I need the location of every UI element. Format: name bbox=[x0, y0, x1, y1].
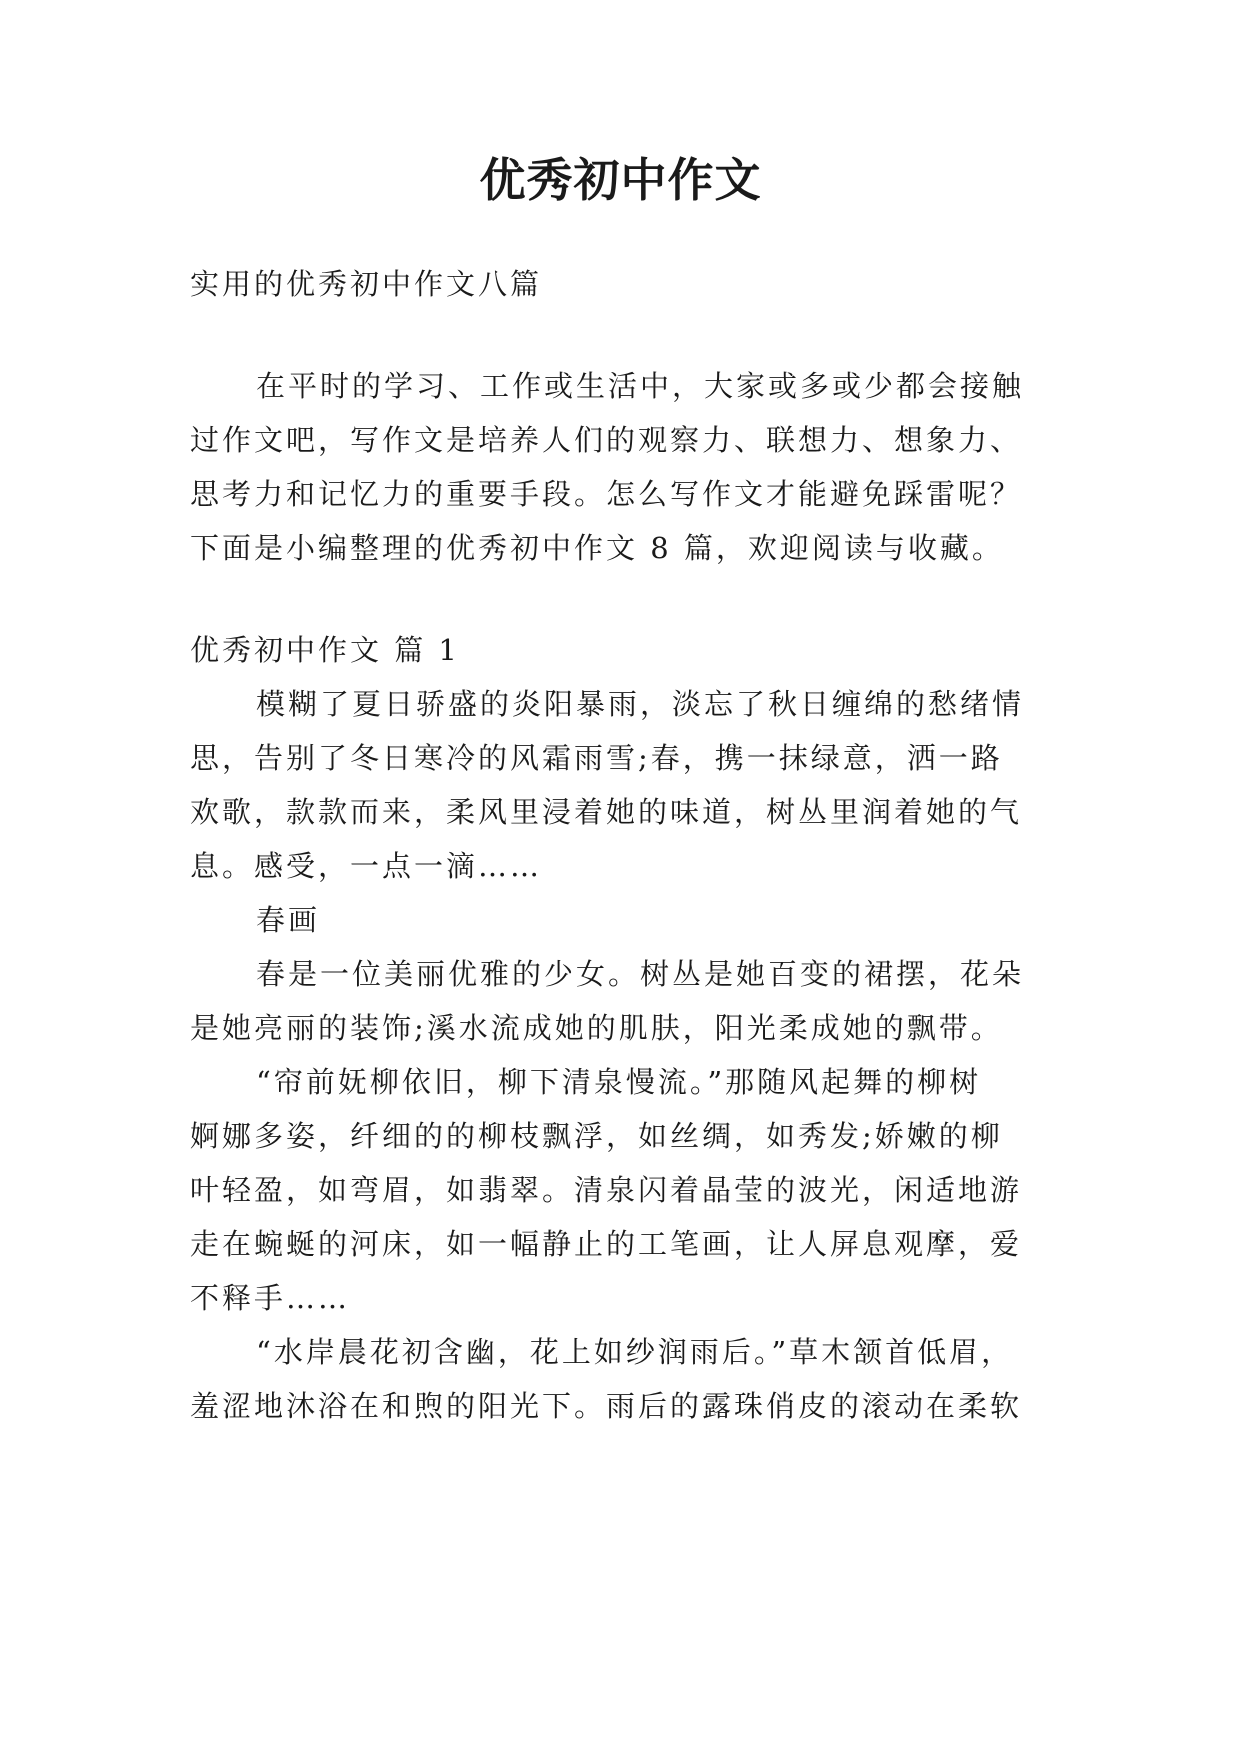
body-line: 婀娜多姿，纤细的的柳枝飘浮，如丝绸，如秀发;娇嫩的柳 bbox=[190, 1119, 1003, 1153]
body-line: 不释手…… bbox=[190, 1281, 351, 1315]
intro-line: 下面是小编整理的优秀初中作文 8 篇，欢迎阅读与收藏。 bbox=[190, 531, 1004, 565]
document-title: 优秀初中作文 bbox=[479, 153, 762, 207]
body-line: 春是一位美丽优雅的少女。树丛是她百变的裙摆，花朵 bbox=[256, 957, 1025, 991]
document-subtitle: 实用的优秀初中作文八篇 bbox=[190, 267, 543, 301]
body-line: 模糊了夏日骄盛的炎阳暴雨，淡忘了秋日缠绵的愁绪情 bbox=[256, 687, 1025, 721]
body-line: 是她亮丽的装饰;溪水流成她的肌肤，阳光柔成她的飘带。 bbox=[190, 1011, 1003, 1045]
intro-line: 在平时的学习、工作或生活中，大家或多或少都会接触 bbox=[256, 369, 1025, 403]
intro-line: 思考力和记忆力的重要手段。怎么写作文才能避免踩雷呢？ bbox=[190, 477, 1023, 511]
body-line: 息。感受，一点一滴…… bbox=[190, 849, 543, 883]
body-line: 欢歌，款款而来，柔风里浸着她的味道，树丛里润着她的气 bbox=[190, 795, 1023, 829]
section-heading: 优秀初中作文 篇 1 bbox=[190, 633, 460, 667]
body-line: 思，告别了冬日寒冷的风霜雨雪;春，携一抹绿意，洒一路 bbox=[190, 741, 1003, 775]
body-line: 走在蜿蜒的河床，如一幅静止的工笔画，让人屏息观摩，爱 bbox=[190, 1227, 1023, 1261]
body-line: 羞涩地沐浴在和煦的阳光下。雨后的露珠俏皮的滚动在柔软 bbox=[190, 1389, 1023, 1423]
body-line: “水岸晨花初含幽，花上如纱润雨后。”草木颔首低眉， bbox=[256, 1335, 1014, 1369]
body-line: 春画 bbox=[256, 903, 321, 937]
intro-line: 过作文吧，写作文是培养人们的观察力、联想力、想象力、 bbox=[190, 423, 1023, 457]
body-line: 叶轻盈，如弯眉，如翡翠。清泉闪着晶莹的波光，闲适地游 bbox=[190, 1173, 1023, 1207]
body-line: “帘前妩柳依旧，柳下清泉慢流。”那随风起舞的柳树 bbox=[256, 1065, 982, 1099]
